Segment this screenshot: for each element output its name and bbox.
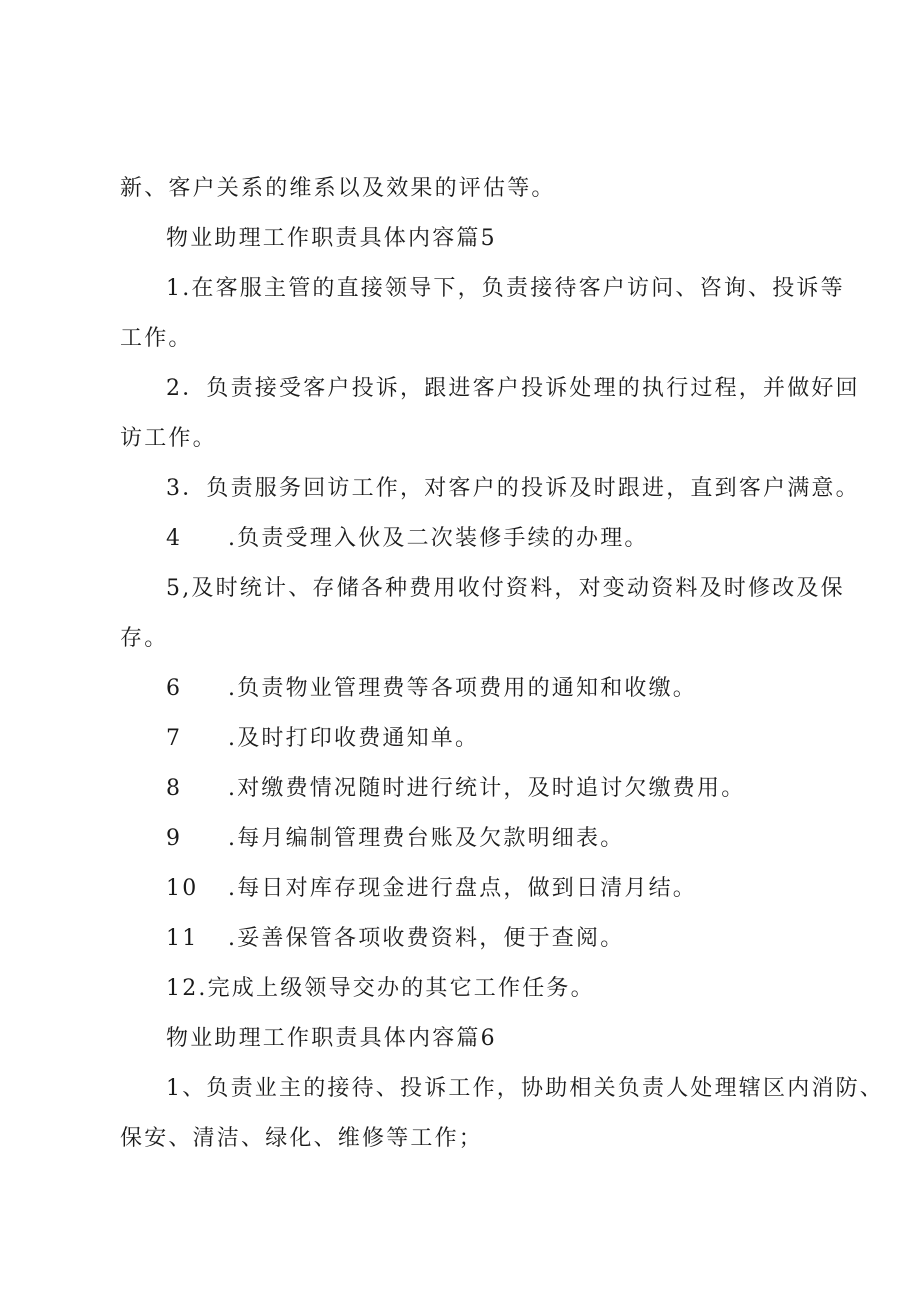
- item-number: 10: [166, 876, 199, 901]
- list-item: [166, 774, 745, 804]
- list-item: [166, 524, 649, 554]
- line-text: 2．负责接受客户投诉，跟进客户投诉处理的执行过程，并做好回: [166, 376, 860, 401]
- item-number: 9: [166, 826, 183, 851]
- line-text: .对缴费情况随时进行统计，及时追讨欠缴费用。: [228, 776, 746, 801]
- item-number: 4: [166, 526, 183, 551]
- line-text: 存。: [120, 626, 169, 651]
- line-text: .负责受理入伙及二次装修手续的办理。: [228, 526, 649, 551]
- line-text: .负责物业管理费等各项费用的通知和收缴。: [228, 676, 697, 701]
- item-number: 7: [166, 726, 183, 751]
- line-text: .每日对库存现金进行盘点，做到日清月结。: [228, 876, 697, 901]
- line-text: 3．负责服务回访工作，对客户的投诉及时跟进，直到客户满意。: [166, 476, 860, 501]
- list-item: [166, 874, 697, 904]
- list-item: [166, 974, 595, 1004]
- line-text: 1.在客服主管的直接领导下，负责接待客户访问、咨询、投诉等: [166, 276, 845, 301]
- list-item-continuation: [120, 324, 193, 354]
- heading-text: 物业助理工作职责具体内容篇6: [166, 1026, 497, 1051]
- list-item: [166, 374, 860, 404]
- line-text: 工作。: [120, 326, 193, 351]
- list-item: [166, 574, 845, 604]
- list-item: [166, 824, 624, 854]
- line-text: 1、负责业主的接待、投诉工作，协助相关负责人处理辖区内消防、: [166, 1076, 884, 1101]
- list-item: [166, 274, 845, 304]
- list-item-continuation: [120, 424, 217, 454]
- line-text: 保安、清洁、绿化、维修等工作；: [120, 1126, 484, 1151]
- list-item-continuation: [120, 624, 168, 654]
- line-text: 5,及时统计、存储各种费用收付资料，对变动资料及时修改及保: [166, 576, 845, 601]
- item-number: 6: [166, 676, 183, 701]
- section-heading: [166, 1024, 497, 1054]
- list-item: [166, 674, 697, 704]
- line-text: 访工作。: [120, 426, 217, 451]
- list-item: [166, 724, 479, 754]
- line-text: 新、客户关系的维系以及效果的评估等。: [120, 176, 556, 201]
- item-number: 8: [166, 776, 183, 801]
- paragraph-continuation: [120, 174, 556, 204]
- list-item: [166, 1074, 884, 1104]
- heading-text: 物业助理工作职责具体内容篇5: [166, 226, 497, 251]
- line-text: 12.完成上级领导交办的其它工作任务。: [166, 976, 595, 1001]
- list-item: [166, 924, 624, 954]
- list-item-continuation: [120, 1124, 483, 1154]
- line-text: .及时打印收费通知单。: [228, 726, 480, 751]
- list-item: [166, 474, 860, 504]
- item-number: 11: [166, 926, 199, 951]
- section-heading: [166, 224, 497, 254]
- line-text: .妥善保管各项收费资料，便于查阅。: [228, 926, 625, 951]
- line-text: .每月编制管理费台账及欠款明细表。: [228, 826, 625, 851]
